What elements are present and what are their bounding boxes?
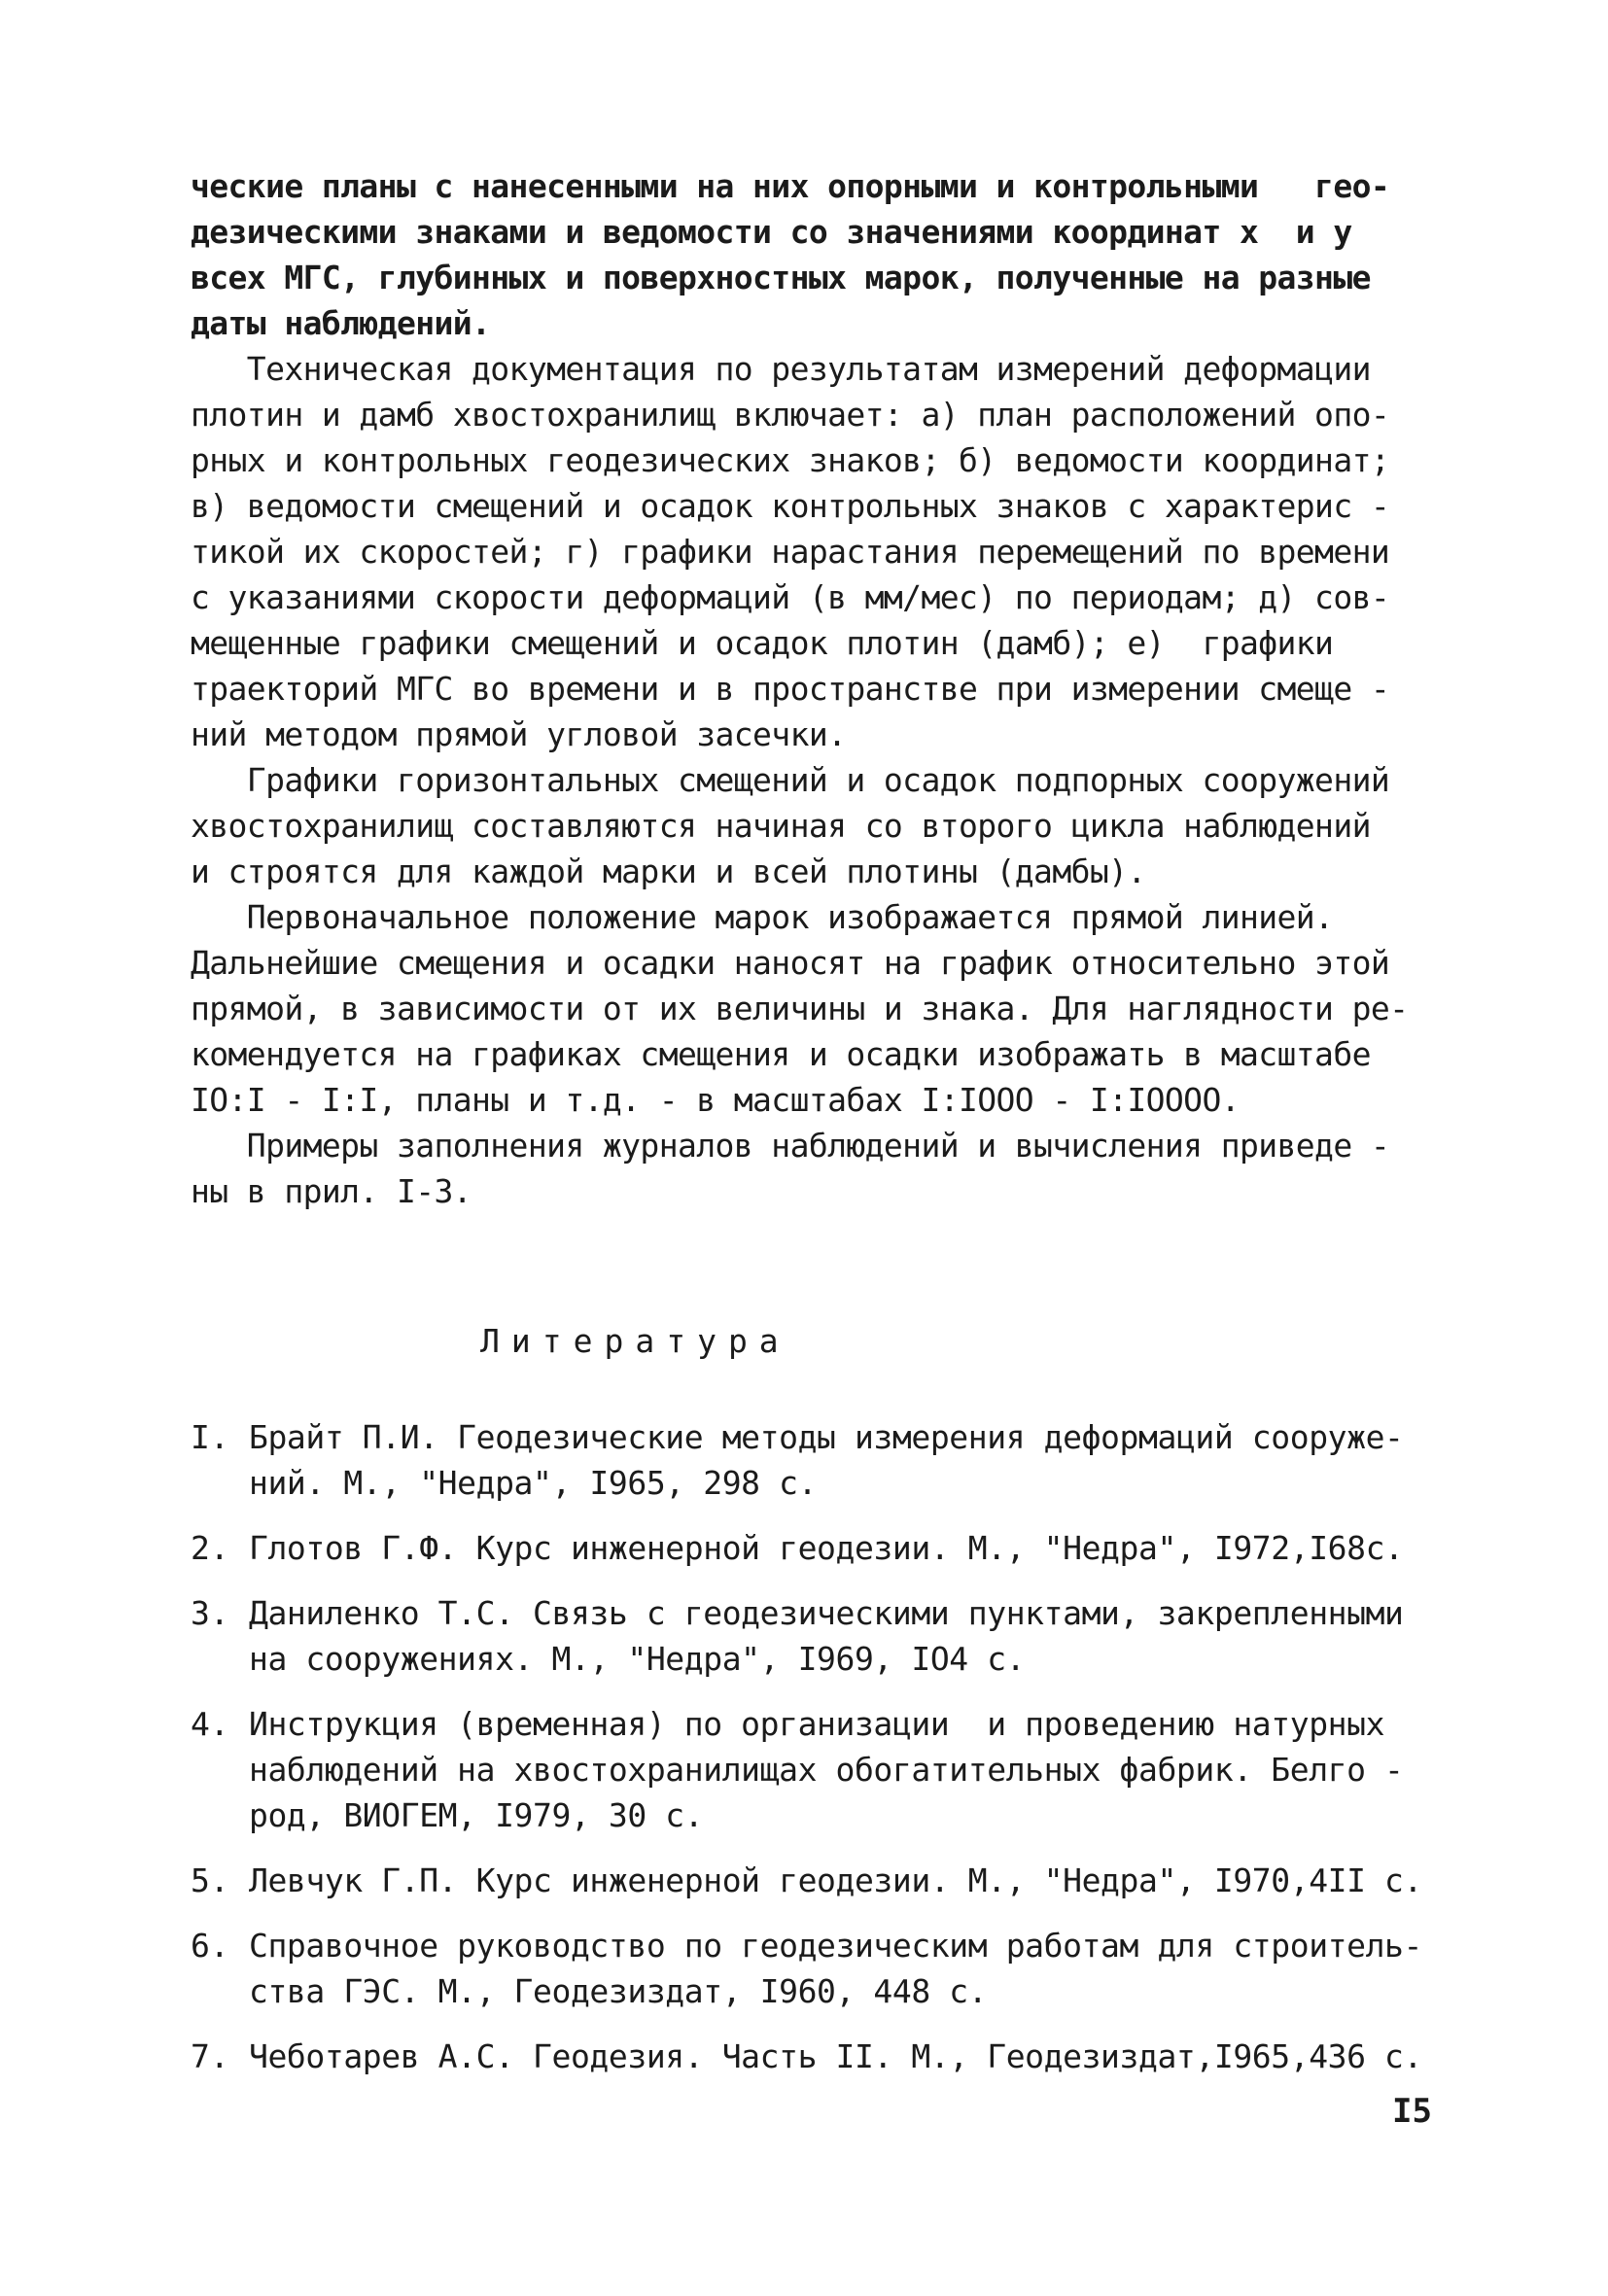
text-line: траекторий МГС во времени и в пространстве при измерении смеще -	[191, 670, 1390, 708]
text-line: в) ведомости смещений и осадок контрольных знаков с характерис -	[191, 487, 1390, 525]
literature-item-number: 2.	[191, 1529, 229, 1567]
page-number: I5	[1392, 2092, 1432, 2131]
body-text	[191, 163, 1454, 1214]
text-line: дезическими знаками и ведомости со значениями координат х и у	[191, 213, 1352, 251]
literature-item-line: ний. М., "Недра", I965, 298 с.	[249, 1464, 818, 1502]
text-line: всех МГС, глубинных и поверхностных марок, полученные на разные	[191, 259, 1371, 296]
literature-item-line: Левчук Г.П. Курс инженерной геодезии. М., "Недра", I970,4II с.	[249, 1861, 1422, 1899]
literature-item	[191, 1414, 1454, 1506]
text-line: Графики горизонтальных смещений и осадок подпорных сооружений	[191, 761, 1390, 799]
literature-item-number: 4.	[191, 1705, 229, 1743]
text-line: рных и контрольных геодезических знаков; б) ведомости координат;	[191, 441, 1390, 479]
literature-item-line: на сооружениях. М., "Недра", I969, IO4 с.	[249, 1640, 1026, 1678]
literature-item-number: I.	[191, 1418, 229, 1456]
text-line: Дальнейшие смещения и осадки наносят на график относительно этой	[191, 944, 1390, 982]
text-line: даты наблюдений.	[191, 304, 491, 342]
literature-item-line: Справочное руководство по геодезическим работам для строитель-	[249, 1927, 1422, 1965]
text-line: плотин и дамб хвостохранилищ включает: а) план расположений опо-	[191, 396, 1390, 434]
text-line: прямой, в зависимости от их величины и знака. Для наглядности ре-	[191, 990, 1409, 1027]
literature-item-line: Глотов Г.Ф. Курс инженерной геодезии. М., "Недра", I972,I68с.	[249, 1529, 1404, 1567]
literature-item-line: наблюдений на хвостохранилищах обогатительных фабрик. Белго -	[249, 1751, 1404, 1789]
literature-item-number: 6.	[191, 1927, 229, 1965]
text-line: IO:I - I:I, планы и т.д. - в масштабах I:IOOO - I:IOOOO.	[191, 1081, 1240, 1119]
literature-item-number: 3.	[191, 1594, 229, 1632]
text-line: хвостохранилищ составляются начиная со второго цикла наблюдений	[191, 807, 1371, 845]
literature-item-line: Брайт П.И. Геодезические методы измерения деформаций сооруже-	[249, 1418, 1404, 1456]
literature-item	[191, 1590, 1454, 1682]
literature-item-line: Даниленко Т.С. Связь с геодезическими пунктами, закрепленными	[249, 1594, 1404, 1632]
literature-item-line: Чеботарев А.С. Геодезия. Часть II. М., Геодезиздат,I965,436 с.	[249, 2037, 1422, 2075]
text-line: Техническая документация по результатам измерений деформации	[191, 350, 1371, 388]
text-line: ний методом прямой угловой засечки.	[191, 715, 847, 753]
text-line: комендуется на графиках смещения и осадки изображать в масштабе	[191, 1035, 1371, 1073]
literature-list	[191, 1414, 1454, 2099]
text-line: мещенные графики смещений и осадок плотин (дамб); е) графики	[191, 624, 1334, 662]
text-line: с указаниями скорости деформаций (в мм/мес) по периодам; д) сов-	[191, 578, 1390, 616]
literature-item	[191, 1525, 1454, 1571]
literature-item	[191, 1923, 1454, 2014]
text-line: Примеры заполнения журналов наблюдений и вычисления приведе -	[191, 1127, 1390, 1165]
text-line: Первоначальное положение марок изображается прямой линией.	[191, 898, 1334, 936]
text-line: и строятся для каждой марки и всей плотины (дамбы).	[191, 852, 1146, 890]
text-line: ны в прил. I-3.	[191, 1172, 472, 1210]
literature-item	[191, 2034, 1454, 2079]
literature-item-line: ства ГЭС. М., Геодезиздат, I960, 448 с.	[249, 1972, 988, 2010]
literature-item	[191, 1858, 1454, 1903]
literature-item-number: 7.	[191, 2037, 229, 2075]
literature-item-number: 5.	[191, 1861, 229, 1899]
text-line: тикой их скоростей; г) графики нарастания перемещений по времени	[191, 533, 1390, 571]
literature-item-line: Инструкция (временная) по организации и проведению натурных	[249, 1705, 1385, 1743]
literature-item	[191, 1701, 1454, 1838]
literature-item-line: род, ВИОГЕМ, I979, 30 с.	[249, 1796, 704, 1834]
literature-heading: Литература	[480, 1322, 790, 1360]
text-line: ческие планы с нанесенными на них опорными и контрольными гео-	[191, 167, 1390, 205]
